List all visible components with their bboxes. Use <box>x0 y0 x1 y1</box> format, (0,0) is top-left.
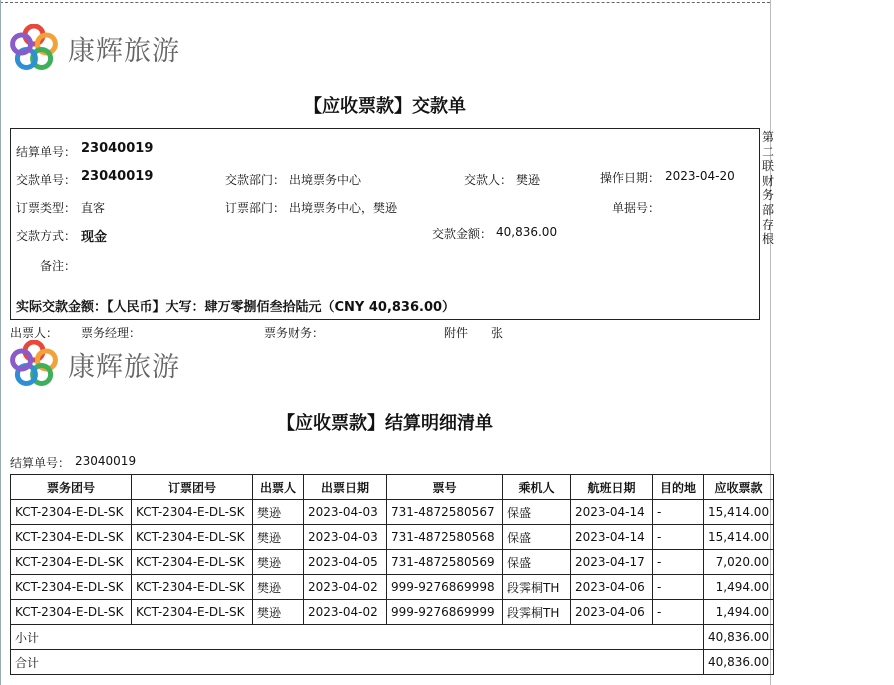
col-header: 航班日期 <box>571 475 653 500</box>
pay-no: 23040019 <box>81 169 154 184</box>
detail-settle-no: 23040019 <box>75 454 137 468</box>
cell: 段霁桐TH <box>503 575 571 600</box>
col-header: 出票人 <box>253 475 304 500</box>
col-header: 订票团号 <box>132 475 253 500</box>
company-logo <box>10 24 180 72</box>
receipt-title: 【应收票款】交款单 <box>304 96 466 117</box>
detail-table <box>10 474 774 675</box>
settle-no-label: 结算单号： <box>16 145 77 159</box>
table-row <box>11 525 774 550</box>
total-value: 40,836.00 <box>704 650 774 675</box>
payer: 樊逊 <box>516 173 541 187</box>
cell: 2023-04-17 <box>571 550 653 575</box>
receipt-box <box>10 128 760 320</box>
total-row <box>11 650 774 675</box>
logo-text: 康辉旅游 <box>68 35 180 67</box>
cell: 731-4872580568 <box>387 525 503 550</box>
cell: 15,414.00 <box>704 525 774 550</box>
cell: 999-9276869999 <box>387 600 503 625</box>
pay-no-label: 交款单号： <box>16 173 77 187</box>
cell: KCT-2304-E-DL-SK <box>132 525 253 550</box>
ticket-type: 直客 <box>81 201 106 215</box>
cell: 樊逊 <box>253 550 304 575</box>
cell: 樊逊 <box>253 525 304 550</box>
company-logo-2 <box>10 340 180 388</box>
payer-label: 交款人： <box>464 173 513 187</box>
detail-title: 【应收票款】结算明细清单 <box>277 413 493 434</box>
cell: 2023-04-05 <box>304 550 387 575</box>
amount-label: 交款金额： <box>432 227 493 241</box>
cell: 2023-04-06 <box>571 600 653 625</box>
cell: 樊逊 <box>253 500 304 525</box>
col-header: 出票日期 <box>304 475 387 500</box>
table-row <box>11 500 774 525</box>
cell: - <box>653 550 704 575</box>
cell: KCT-2304-E-DL-SK <box>11 525 132 550</box>
pay-method: 现金 <box>81 230 108 245</box>
subtotal-value: 40,836.00 <box>704 625 774 650</box>
drawer-label: 出票人： <box>10 326 59 340</box>
ticket-type-label: 订票类型： <box>16 201 77 215</box>
cell: 2023-04-14 <box>571 525 653 550</box>
cell: 樊逊 <box>253 600 304 625</box>
cell: 2023-04-14 <box>571 500 653 525</box>
col-header: 目的地 <box>653 475 704 500</box>
cell: KCT-2304-E-DL-SK <box>11 550 132 575</box>
finance-label: 票务财务： <box>264 326 325 340</box>
col-header: 票务团号 <box>11 475 132 500</box>
manager-label: 票务经理： <box>81 326 142 340</box>
cell: 樊逊 <box>253 575 304 600</box>
cell: - <box>653 500 704 525</box>
amount: 40,836.00 <box>496 225 558 239</box>
cell: 999-9276869998 <box>387 575 503 600</box>
remark-label: 备注： <box>40 259 77 273</box>
cell: KCT-2304-E-DL-SK <box>11 600 132 625</box>
pay-dept: 出境票务中心 <box>289 173 362 187</box>
cell: 2023-04-03 <box>304 500 387 525</box>
cell: 2023-04-03 <box>304 525 387 550</box>
cell: - <box>653 575 704 600</box>
flower-logo-icon <box>10 24 58 72</box>
cell: 2023-04-02 <box>304 575 387 600</box>
table-header-row <box>11 475 774 500</box>
cell: - <box>653 525 704 550</box>
cell: KCT-2304-E-DL-SK <box>11 575 132 600</box>
cell: 2023-04-02 <box>304 600 387 625</box>
logo-text: 康辉旅游 <box>68 351 180 383</box>
table-row <box>11 550 774 575</box>
op-date: 2023-04-20 <box>665 169 735 183</box>
pay-dept-label: 交款部门： <box>225 173 286 187</box>
cell: KCT-2304-E-DL-SK <box>132 575 253 600</box>
cell: - <box>653 600 704 625</box>
cell: 1,494.00 <box>704 600 774 625</box>
total-label: 合计 <box>11 650 704 675</box>
cell: 731-4872580567 <box>387 500 503 525</box>
flower-logo-icon <box>10 340 58 388</box>
pay-method-label: 交款方式： <box>16 229 77 243</box>
col-header: 乘机人 <box>503 475 571 500</box>
subtotal-label: 小计 <box>11 625 704 650</box>
cell: KCT-2304-E-DL-SK <box>132 550 253 575</box>
copy-note: 第二联财务部存根 <box>761 130 774 247</box>
cell: KCT-2304-E-DL-SK <box>11 500 132 525</box>
cell: 15,414.00 <box>704 500 774 525</box>
col-header: 应收票款 <box>704 475 774 500</box>
table-row <box>11 600 774 625</box>
cell: 段霁桐TH <box>503 600 571 625</box>
cell: 2023-04-06 <box>571 575 653 600</box>
page-top-border <box>0 2 770 3</box>
cell: 731-4872580569 <box>387 550 503 575</box>
bill-no-label: 单据号： <box>612 201 661 215</box>
cell: 保盛 <box>503 525 571 550</box>
cell: 1,494.00 <box>704 575 774 600</box>
order-dept: 出境票务中心，樊逊 <box>289 201 398 215</box>
op-date-label: 操作日期： <box>600 171 661 185</box>
cell: KCT-2304-E-DL-SK <box>132 500 253 525</box>
subtotal-row <box>11 625 774 650</box>
cell: KCT-2304-E-DL-SK <box>132 600 253 625</box>
sheets-label: 张 <box>491 326 504 340</box>
cell: 保盛 <box>503 500 571 525</box>
detail-settle-no-label: 结算单号： <box>10 456 71 470</box>
order-dept-label: 订票部门： <box>225 201 286 215</box>
table-row <box>11 575 774 600</box>
col-header: 票号 <box>387 475 503 500</box>
attach-label: 附件 <box>444 326 469 340</box>
actual-amount: 实际交款金额：【人民币】大写：肆万零捌佰叁拾陆元（CNY 40,836.00） <box>16 300 456 315</box>
settle-no: 23040019 <box>81 141 154 156</box>
cell: 保盛 <box>503 550 571 575</box>
cell: 7,020.00 <box>704 550 774 575</box>
